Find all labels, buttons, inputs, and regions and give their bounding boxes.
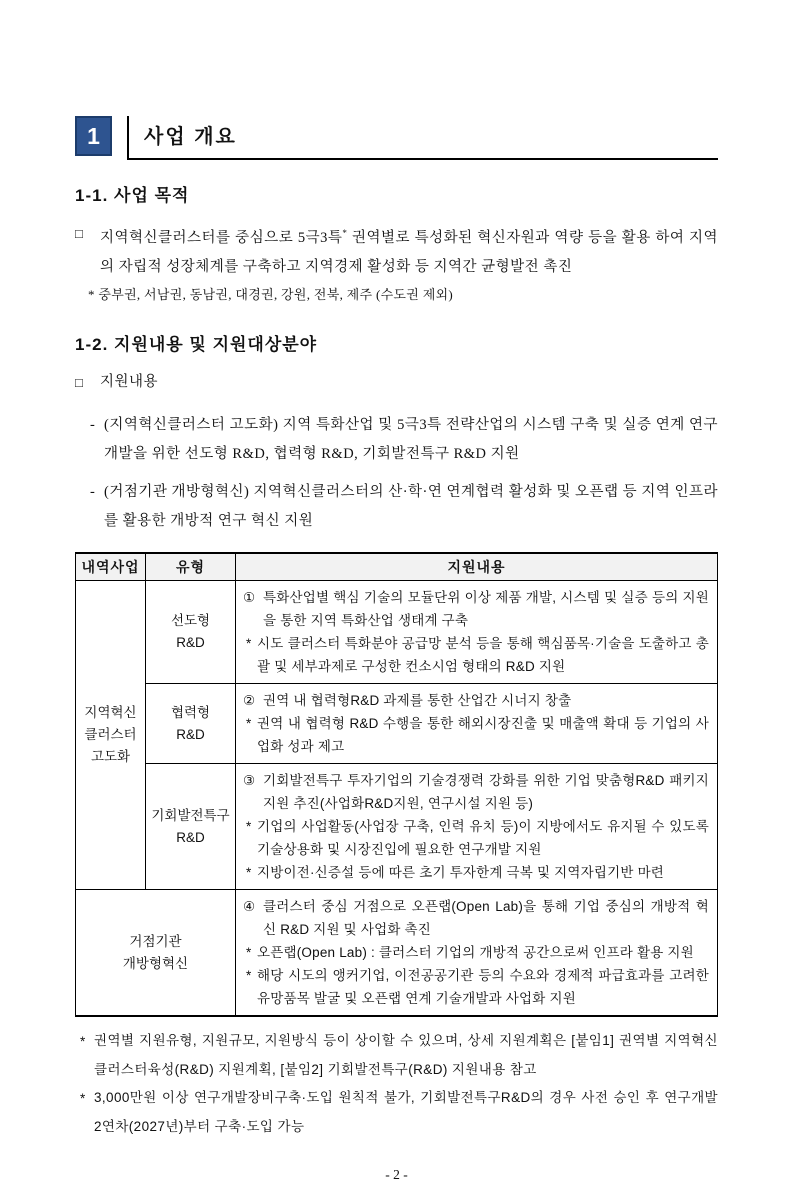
group-label-line: 거점기관 xyxy=(129,933,182,949)
content-text: 권역 내 협력형R&D 과제를 통한 산업간 시너지 창출 xyxy=(263,693,572,709)
table-row xyxy=(76,764,718,890)
content-line xyxy=(243,712,709,758)
column-header-type: 유형 xyxy=(146,553,236,581)
type-label-line: 기회발전특구 xyxy=(151,807,230,823)
support-item-text: (거점기관 개방형혁신) 지역혁신클러스터의 산·학·연 연계협력 활성화 및 오픈랩 등 지역 인프라를 활용한 개방적 연구 혁신 지원 xyxy=(104,483,718,529)
asterisk-bullet: * xyxy=(246,945,252,961)
content-line xyxy=(243,586,709,632)
type-cell-cooperative-rnd xyxy=(146,684,236,764)
column-header-detail-project: 내역사업 xyxy=(76,553,146,581)
group-cell-cluster-upgrade xyxy=(76,581,146,890)
table-footnotes xyxy=(75,1027,718,1141)
subsection-1-2-heading: 1-2. 지원내용 및 지원대상분야 xyxy=(75,334,318,354)
type-label-line: 협력형 xyxy=(170,704,211,720)
type-cell-opportunity-zone-rnd xyxy=(146,764,236,890)
section-header xyxy=(75,116,718,160)
content-text: 해당 시도의 앵커기업, 이전공공기관 등의 수요와 경제적 파급효과를 고려한 유망품목 발굴 및 오픈랩 연계 기술개발과 사업화 지원 xyxy=(257,968,709,1007)
asterisk-bullet: * xyxy=(246,716,252,732)
purpose-text-main: 지역혁신클러스터를 중심으로 5극3특 xyxy=(100,229,343,246)
asterisk-bullet: * xyxy=(246,968,252,984)
table-row xyxy=(76,581,718,684)
circled-number-icon: ① xyxy=(243,590,256,606)
content-text: 권역 내 협력형 R&D 수행을 통한 해외시장진출 및 매출액 확대 등 기업의 사업화 성과 제고 xyxy=(257,716,709,755)
type-label-line: R&D xyxy=(176,829,205,845)
content-cell xyxy=(236,890,718,1017)
circled-number-icon: ④ xyxy=(243,899,256,915)
content-cell xyxy=(236,581,718,684)
type-label-line: R&D xyxy=(176,726,205,742)
support-item xyxy=(75,478,718,536)
content-text: 지방이전·신증설 등에 따른 초기 투자한계 극복 및 지역자립기반 마련 xyxy=(257,865,665,881)
square-bullet-icon: □ xyxy=(75,226,83,241)
group-cell-hub-open-innovation xyxy=(76,890,236,1017)
type-label-line: R&D xyxy=(176,635,205,651)
asterisk-bullet: * xyxy=(80,1091,86,1107)
asterisk-bullet: * xyxy=(80,1034,86,1050)
square-bullet-icon: □ xyxy=(75,374,83,390)
content-text: 오픈랩(Open Lab) : 클러스터 기업의 개방적 공간으로써 인프라 활용 지원 xyxy=(257,945,694,961)
content-line xyxy=(243,861,709,884)
group-label-line: 클러스터 xyxy=(84,727,137,743)
content-line xyxy=(243,941,709,964)
content-line xyxy=(243,769,709,815)
group-label-line: 개방형혁신 xyxy=(122,955,189,971)
page-number: - 2 - xyxy=(385,1167,408,1183)
type-cell-leading-rnd xyxy=(146,581,236,684)
column-header-support-content: 지원내용 xyxy=(236,553,718,581)
content-text: 클러스터 중심 거점으로 오픈랩(Open Lab)을 통해 기업 중심의 개방적 혁신 R&D 지원 및 사업화 촉진 xyxy=(263,899,709,938)
purpose-text xyxy=(100,219,718,282)
purpose-paragraph xyxy=(75,219,718,282)
footnote xyxy=(80,1084,718,1141)
footnote-ref-asterisk: * xyxy=(342,228,348,238)
content-text: 기업의 사업활동(사업장 구축, 인력 유치 등)이 지방에서도 유지될 수 있도록 기술상용화 및 시장진입에 필요한 연구개발 지원 xyxy=(257,819,709,858)
footnote-text: 3,000만원 이상 연구개발장비구축·도입 원칙적 불가, 기회발전특구R&D의 경우 사전 승인 후 연구개발 2연차(2027년)부터 구축·도입 가능 xyxy=(94,1090,718,1134)
section-title-rule xyxy=(127,116,718,160)
table-row xyxy=(76,890,718,1017)
content-line xyxy=(243,895,709,941)
dash-bullet: - xyxy=(90,416,95,433)
content-line xyxy=(243,964,709,1010)
support-content-label: 지원내용 xyxy=(100,373,159,390)
section-number-badge: 1 xyxy=(75,116,112,156)
support-item xyxy=(75,411,718,469)
type-label-line: 선도형 xyxy=(170,613,211,629)
circled-number-icon: ③ xyxy=(243,773,256,789)
support-table xyxy=(75,552,718,1018)
content-text: 기회발전특구 투자기업의 기술경쟁력 강화를 위한 기업 맞춤형R&D 패키지 지원 추진(사업화R&D지원, 연구시설 지원 등) xyxy=(263,773,709,812)
footnote-text: 권역별 지원유형, 지원규모, 지원방식 등이 상이할 수 있으며, 상세 지원계획은 [붙임1] 권역별 지역혁신클러스터육성(R&D) 지원계획, [붙임2] 기회발전특구(R&D) 지원내용 참고 xyxy=(94,1033,718,1077)
circled-number-icon: ② xyxy=(243,693,256,709)
table-header-row xyxy=(76,553,718,581)
content-cell xyxy=(236,684,718,764)
content-cell xyxy=(236,764,718,890)
group-label-line: 고도화 xyxy=(90,749,131,765)
content-text: 특화산업별 핵심 기술의 모듈단위 이상 제품 개발, 시스템 및 실증 등의 지원을 통한 지역 특화산업 생태계 구축 xyxy=(263,590,709,629)
group-label-line: 지역혁신 xyxy=(84,705,137,721)
content-line xyxy=(243,632,709,678)
asterisk-bullet: * xyxy=(246,865,252,881)
subsection-1-1-heading: 1-1. 사업 목적 xyxy=(75,186,190,205)
asterisk-bullet: * xyxy=(246,819,252,835)
purpose-footnote: * 중부권, 서남권, 동남권, 대경권, 강원, 전북, 제주 (수도권 제외) xyxy=(88,286,454,302)
content-text: 시도 클러스터 특화분야 공급망 분석 등을 통해 핵심품목·기술을 도출하고 총괄 및 세부과제로 구성한 컨소시엄 형태의 R&D 지원 xyxy=(257,636,709,675)
content-line xyxy=(243,689,709,712)
content-line xyxy=(243,815,709,861)
asterisk-bullet: * xyxy=(246,636,252,652)
section-title: 사업 개요 xyxy=(144,126,237,148)
table-row xyxy=(76,684,718,764)
support-content-label-row xyxy=(75,368,718,397)
dash-bullet: - xyxy=(90,483,95,500)
support-item-text: (지역혁신클러스터 고도화) 지역 특화산업 및 5극3특 전략산업의 시스템 구축 및 실증 연계 연구개발을 위한 선도형 R&D, 협력형 R&D, 기회발전특구 R&D 지원 xyxy=(104,416,718,462)
footnote xyxy=(80,1027,718,1084)
purpose-text-rest: 권역별로 특성화된 혁신자원과 역량 등을 활용 하여 지역의 자립적 성장체계를 구축하고 지역경제 활성화 등 지역간 균형발전 촉진 xyxy=(100,229,718,275)
